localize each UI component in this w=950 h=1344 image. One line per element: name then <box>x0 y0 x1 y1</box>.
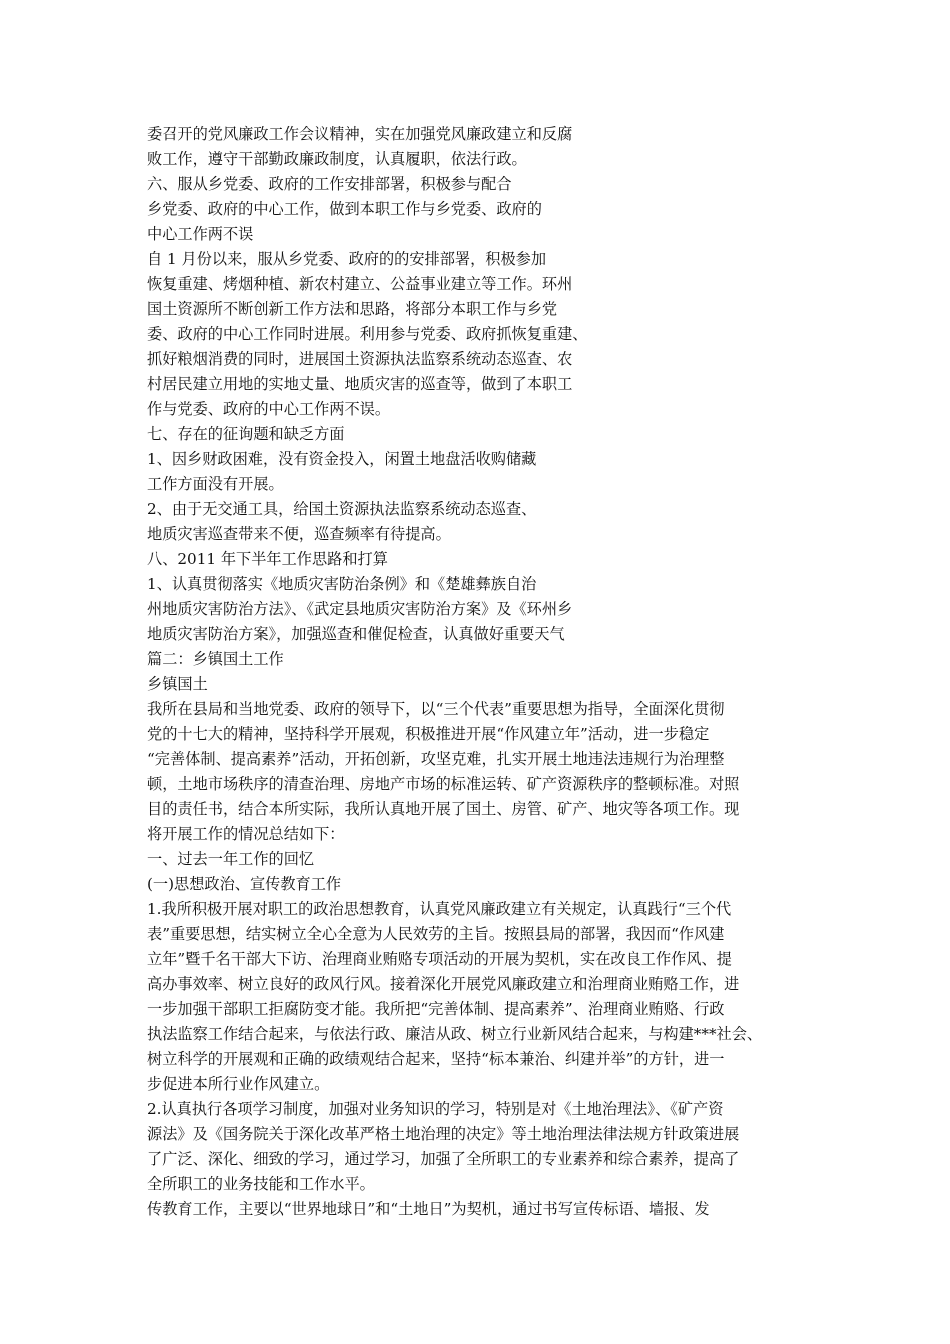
text-line: 州地质灾害防治方法》、《武定县地质灾害防治方案》及《环州乡 <box>147 600 573 618</box>
text-line: 将开展工作的情况总结如下： <box>147 825 345 843</box>
text-line: 自 1 月份以来，服从乡党委、政府的的安排部署，积极参加 <box>147 250 547 268</box>
article-heading: 篇二：乡镇国土工作 <box>147 650 284 668</box>
text-line: 工作方面没有开展。 <box>147 475 284 493</box>
text-line: 村居民建立用地的实地丈量、地质灾害的巡查等，做到了本职工 <box>147 375 573 393</box>
text-line: 我所在县局和当地党委、政府的领导下，以“三个代表”重要思想为指导，全面深化贯彻 <box>147 700 725 718</box>
text-line: 了广泛、深化、细致的学习，通过学习，加强了全所职工的专业素养和综合素养，提高了 <box>147 1150 740 1168</box>
text-line: 1、因乡财政困难，没有资金投入，闲置土地盘活收购储藏 <box>147 450 537 468</box>
text-line: 一步加强干部职工拒腐防变才能。我所把“完善体制、提高素养”、治理商业贿赂、行政 <box>147 1000 725 1018</box>
text-line: 执法监察工作结合起来，与依法行政、廉洁从政、树立行业新风结合起来，与构建***社会、 <box>147 1025 763 1043</box>
text-line: 目的责任书，结合本所实际，我所认真地开展了国土、房管、矿产、地灾等各项工作。现 <box>147 800 740 818</box>
text-line: 1.我所积极开展对职工的政治思想教育，认真党风廉政建立有关规定，认真践行“三个代 <box>147 900 732 918</box>
text-line: 委召开的党风廉政工作会议精神，实在加强党风廉政建立和反腐 <box>147 125 573 143</box>
article-title: 乡镇国土 <box>147 675 208 693</box>
text-line: 源法》及《国务院关于深化改革严格土地治理的决定》等土地治理法律法规方针政策进展 <box>147 1125 740 1143</box>
text-line: 地质灾害防治方案》，加强巡查和催促检查，认真做好重要天气 <box>147 625 565 643</box>
section-heading: 一、过去一年工作的回忆 <box>147 850 315 868</box>
text-line: 作与党委、政府的中心工作两不误。 <box>147 400 390 418</box>
text-line: 2.认真执行各项学习制度，加强对业务知识的学习，特别是对《土地治理法》、《矿产资 <box>147 1100 724 1118</box>
text-line: 恢复重建、烤烟种植、新农村建立、公益事业建立等工作。环州 <box>147 275 573 293</box>
text-line: 立年”暨千名干部大下访、治理商业贿赂专项活动的开展为契机，实在改良工作作风、提 <box>147 950 732 968</box>
text-line: 树立科学的开展观和正确的政绩观结合起来，坚持“标本兼治、纠建并举”的方针，进一 <box>147 1050 725 1068</box>
text-line: 败工作，遵守干部勤政廉政制度，认真履职，依法行政。 <box>147 150 527 168</box>
text-line: 步促进本所行业作风建立。 <box>147 1075 330 1093</box>
text-line: 地质灾害巡查带来不便，巡查频率有待提高。 <box>147 525 451 543</box>
section-heading: 七、存在的征询题和缺乏方面 <box>147 425 345 443</box>
text-line: 表”重要思想，结实树立全心全意为人民效劳的主旨。按照县局的部署，我因而“作风建 <box>147 925 725 943</box>
text-line: 乡党委、政府的中心工作，做到本职工作与乡党委、政府的 <box>147 200 542 218</box>
text-line: 抓好粮烟消费的同时，进展国土资源执法监察系统动态巡查、农 <box>147 350 573 368</box>
text-line: 中心工作两不误 <box>147 225 254 243</box>
text-line: 2、由于无交通工具，给国土资源执法监察系统动态巡查、 <box>147 500 537 518</box>
text-line: 党的十七大的精神，坚持科学开展观，积极推进开展“作风建立年”活动，进一步稳定 <box>147 725 710 743</box>
section-heading: 八、2011 年下半年工作思路和打算 <box>147 550 388 568</box>
text-line: 1、认真贯彻落实《地质灾害防治条例》和《楚雄彝族自治 <box>147 575 537 593</box>
text-line: 全所职工的业务技能和工作水平。 <box>147 1175 375 1193</box>
text-line: 委、政府的中心工作同时进展。利用参与党委、政府抓恢复重建、 <box>147 325 588 343</box>
text-line: 六、服从乡党委、政府的工作安排部署，积极参与配合 <box>147 175 512 193</box>
text-line: 国土资源所不断创新工作方法和思路，将部分本职工作与乡党 <box>147 300 558 318</box>
text-line: 高办事效率、树立良好的政风行风。接着深化开展党风廉政建立和治理商业贿赂工作，进 <box>147 975 740 993</box>
text-line: “完善体制、提高素养”活动，开拓创新，攻坚克难，扎实开展土地违法违规行为治理整 <box>147 750 725 768</box>
subsection-heading: (一)思想政治、宣传教育工作 <box>147 875 342 893</box>
text-line: 传教育工作，主要以“世界地球日”和“土地日”为契机，通过书写宣传标语、墙报、发 <box>147 1200 710 1218</box>
text-line: 顿，土地市场秩序的清查治理、房地产市场的标准运转、矿产资源秩序的整顿标准。对照 <box>147 775 740 793</box>
